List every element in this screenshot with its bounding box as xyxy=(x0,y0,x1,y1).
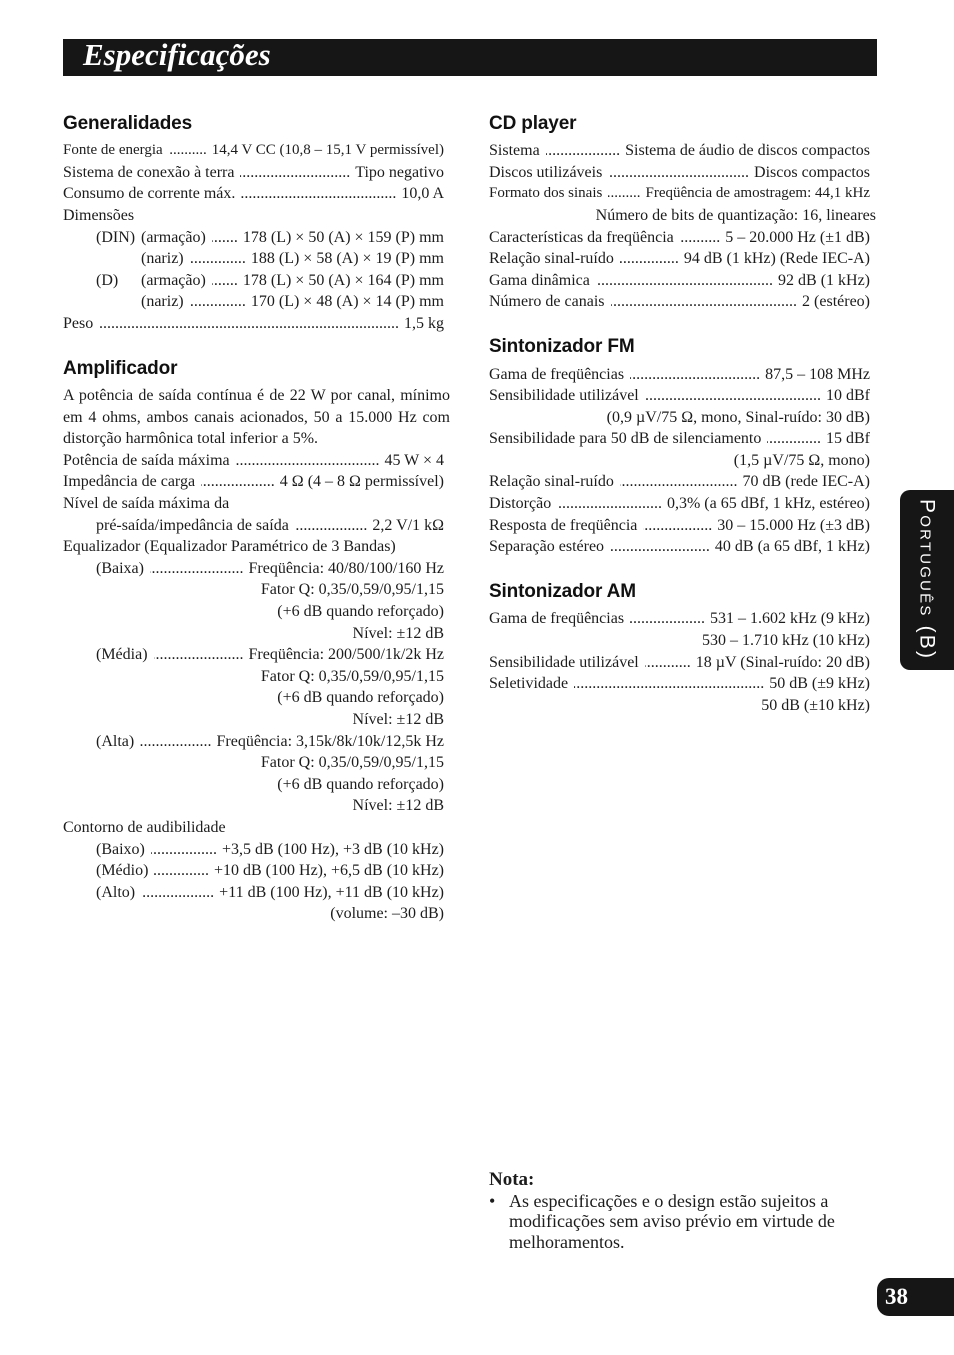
spec-label: (nariz) xyxy=(141,293,184,311)
dot-leader xyxy=(611,291,798,313)
page-title: Especificações xyxy=(83,37,271,72)
spec-label: (Baixo) xyxy=(96,840,145,858)
spec-label: Resposta de freqüência xyxy=(489,516,638,534)
dot-leader xyxy=(190,291,246,313)
right-column xyxy=(489,113,876,716)
dot-leader xyxy=(212,227,238,249)
spec-section xyxy=(489,113,876,313)
spec-row xyxy=(63,162,444,184)
spec-label: Sensibilidade utilizável xyxy=(489,653,639,671)
spec-row xyxy=(489,536,870,558)
spec-row xyxy=(489,183,870,205)
spec-label: Relação sinal-ruído xyxy=(489,473,614,491)
spec-value-continued: Nível: ±12 dB xyxy=(352,624,444,642)
spec-row xyxy=(63,644,444,666)
spec-row xyxy=(489,385,870,407)
spec-value: 10,0 A xyxy=(401,185,444,203)
dot-leader xyxy=(767,428,821,450)
dot-leader xyxy=(154,644,244,666)
spec-value: 178 (L) × 50 (A) × 164 (P) mm xyxy=(242,271,444,289)
dot-leader xyxy=(190,248,246,270)
spec-row xyxy=(489,270,870,292)
section-heading: Sintonizador AM xyxy=(489,581,636,603)
spec-row xyxy=(489,673,870,695)
spec-row xyxy=(63,313,444,335)
spec-label: (Médio) xyxy=(96,862,149,880)
spec-label: Peso xyxy=(63,314,94,332)
spec-row xyxy=(489,493,870,515)
dot-leader xyxy=(241,183,396,205)
spec-subgroup-label xyxy=(96,291,141,313)
dot-leader xyxy=(610,536,710,558)
spec-value: Tipo negativo xyxy=(355,163,444,181)
spec-row xyxy=(63,839,444,861)
spec-value-continued: (volume: –30 dB) xyxy=(330,905,444,923)
spec-label: Sensibilidade para 50 dB de silenciamento xyxy=(489,430,762,448)
spec-label: Gama de freqüências xyxy=(489,365,625,383)
language-tab-label: Português (B) xyxy=(915,499,939,661)
dot-leader xyxy=(630,364,760,386)
note-block xyxy=(489,1170,870,1252)
spec-label: (Alto) xyxy=(96,883,136,901)
spec-section xyxy=(63,113,444,335)
dot-leader xyxy=(557,493,662,515)
section-heading: CD player xyxy=(489,113,577,134)
spec-value: 0,3% (a 65 dBf, 1 kHz, estéreo) xyxy=(666,495,870,513)
spec-label: Sistema de conexão à terra xyxy=(63,163,235,181)
spec-value: Freqüência: 40/80/100/160 Hz xyxy=(248,559,444,577)
spec-value: 170 (L) × 48 (A) × 14 (P) mm xyxy=(250,293,444,311)
spec-group-label: Nível de saída máxima da xyxy=(63,495,230,513)
dot-leader xyxy=(620,248,679,270)
spec-value: 15 dBf xyxy=(826,430,870,448)
spec-row xyxy=(63,882,444,904)
spec-value: 14,4 V CC (10,8 – 15,1 V permissível) xyxy=(211,142,444,159)
section-heading: Sintonizador FM xyxy=(489,336,635,358)
spec-value: 18 µV (Sinal-ruído: 20 dB) xyxy=(695,653,870,671)
spec-value: 1,5 kg xyxy=(404,314,444,332)
dot-leader xyxy=(151,839,217,861)
spec-label: Seletividade xyxy=(489,675,569,693)
dot-leader xyxy=(680,227,720,249)
spec-value: +3,5 dB (100 Hz), +3 dB (10 kHz) xyxy=(221,840,444,858)
note-list xyxy=(489,1191,870,1253)
spec-label: Fonte de energia xyxy=(63,142,163,159)
spec-subgroup-label: (D) xyxy=(96,271,119,289)
dot-leader xyxy=(141,882,214,904)
spec-row xyxy=(63,227,444,249)
spec-value: 45 W × 4 xyxy=(384,451,444,469)
left-column xyxy=(63,113,450,925)
spec-value-continued: (1,5 µV/75 Ω, mono) xyxy=(733,451,870,469)
spec-section xyxy=(489,581,870,716)
spec-group-label: Contorno de audibilidade xyxy=(63,818,226,836)
spec-value: Freqüência de amostragem: 44,1 kHz xyxy=(645,185,870,202)
spec-row xyxy=(489,248,870,270)
note-item: • As especificações e o design estão sujeitos a modificações sem aviso prévio em virtude de melhoramentos. xyxy=(489,1191,870,1253)
spec-label: Impedância de carga xyxy=(63,473,196,491)
page-number: 38 xyxy=(885,1284,908,1309)
spec-list xyxy=(489,608,870,716)
title-bar xyxy=(63,39,877,76)
dot-leader xyxy=(643,515,712,537)
spec-value-continued: (0,9 µV/75 Ω, mono, Sinal-ruído: 30 dB) xyxy=(606,408,870,426)
spec-value-continued: Fator Q: 0,35/0,59/0,95/1,15 xyxy=(260,581,444,599)
spec-row xyxy=(489,364,870,386)
spec-label: Sistema xyxy=(489,142,540,160)
spec-label: (armação) xyxy=(141,228,206,246)
spec-label: Número de canais xyxy=(489,293,605,311)
spec-value-continued: Fator Q: 0,35/0,59/0,95/1,15 xyxy=(260,754,444,772)
spec-value: 92 dB (1 kHz) xyxy=(778,271,870,289)
spec-subgroup-label xyxy=(96,248,141,270)
spec-label: Separação estéreo xyxy=(489,538,605,556)
spec-value: 2,2 V/1 kΩ xyxy=(372,516,444,534)
spec-list xyxy=(63,385,450,925)
spec-value-continued: 50 dB (±10 kHz) xyxy=(761,696,870,714)
spec-row xyxy=(489,608,870,630)
dot-leader xyxy=(630,608,705,630)
dot-leader xyxy=(99,313,399,335)
spec-label: Consumo de corrente máx. xyxy=(63,185,236,203)
spec-row xyxy=(63,248,444,270)
spec-value-continued: Número de bits de quantização: 16, lineares xyxy=(595,206,876,224)
spec-label: Gama de freqüências xyxy=(489,610,625,628)
dot-leader xyxy=(169,140,207,162)
dot-leader xyxy=(150,558,244,580)
spec-label: Relação sinal-ruído xyxy=(489,250,614,268)
dot-leader xyxy=(201,471,275,493)
spec-value-continued: Nível: ±12 dB xyxy=(352,711,444,729)
dot-leader xyxy=(620,471,738,493)
spec-value: Freqüência: 3,15k/8k/10k/12,5k Hz xyxy=(216,732,444,750)
dot-leader xyxy=(596,270,773,292)
spec-value: 2 (estéreo) xyxy=(802,293,870,311)
spec-value: 531 – 1.602 kHz (9 kHz) xyxy=(710,610,870,628)
spec-value: 178 (L) × 50 (A) × 159 (P) mm xyxy=(242,228,444,246)
spec-section xyxy=(489,336,870,558)
dot-leader xyxy=(154,860,209,882)
spec-group-label: Equalizador (Equalizador Paramétrico de 3 Bandas) xyxy=(63,538,396,556)
dot-leader xyxy=(546,140,620,162)
spec-value: 40 dB (a 65 dBf, 1 kHz) xyxy=(714,538,870,556)
spec-label: (Alta) xyxy=(96,732,135,750)
dot-leader xyxy=(574,673,764,695)
spec-value: Sistema de áudio de discos compactos xyxy=(625,142,870,160)
spec-label: Características da freqüência xyxy=(489,228,674,246)
spec-value: 94 dB (1 kHz) (Rede IEC-A) xyxy=(683,250,870,268)
spec-value: 10 dBf xyxy=(826,387,870,405)
spec-row xyxy=(63,270,444,292)
spec-group-label: Dimensões xyxy=(63,206,135,224)
spec-value: Freqüência: 200/500/1k/2k Hz xyxy=(248,646,444,664)
spec-row xyxy=(489,291,870,313)
spec-label: pré-saída/impedância de saída xyxy=(96,516,289,534)
spec-value: 188 (L) × 58 (A) × 19 (P) mm xyxy=(250,250,444,268)
dot-leader xyxy=(645,652,691,674)
spec-label: (Média) xyxy=(96,646,148,664)
spec-list xyxy=(63,140,444,334)
spec-label: Potência de saída máxima xyxy=(63,451,230,469)
spec-row xyxy=(63,515,444,537)
spec-value-continued: Fator Q: 0,35/0,59/0,95/1,15 xyxy=(260,667,444,685)
spec-row xyxy=(63,558,444,580)
language-tab xyxy=(900,490,954,670)
dot-leader xyxy=(295,515,368,537)
spec-value: +10 dB (100 Hz), +6,5 dB (10 kHz) xyxy=(213,862,444,880)
spec-value-continued: (+6 dB quando reforçado) xyxy=(277,775,444,793)
spec-value-continued: (+6 dB quando reforçado) xyxy=(277,603,444,621)
spec-row xyxy=(63,860,444,882)
dot-leader xyxy=(236,450,380,472)
dot-leader xyxy=(608,183,640,205)
spec-label: (nariz) xyxy=(141,250,184,268)
spec-value: 4 Ω (4 – 8 Ω permissível) xyxy=(279,473,444,491)
spec-section xyxy=(63,357,450,925)
spec-value: 50 dB (±9 kHz) xyxy=(769,675,870,693)
spec-row xyxy=(63,731,444,753)
spec-row xyxy=(489,428,870,450)
spec-value: 70 dB (rede IEC-A) xyxy=(742,473,870,491)
page-number-tab xyxy=(877,1278,954,1316)
dot-leader xyxy=(645,385,821,407)
spec-value: 30 – 15.000 Hz (±3 dB) xyxy=(717,516,870,534)
dot-leader xyxy=(140,731,211,753)
spec-label: (Baixa) xyxy=(96,559,144,577)
spec-row xyxy=(63,450,444,472)
spec-row xyxy=(489,471,870,493)
spec-row xyxy=(489,227,870,249)
section-heading: Generalidades xyxy=(63,113,192,134)
spec-value: 5 – 20.000 Hz (±1 dB) xyxy=(725,228,870,246)
spec-value-continued: (+6 dB quando reforçado) xyxy=(277,689,444,707)
section-heading: Amplificador xyxy=(63,357,178,379)
spec-label: Formato dos sinais xyxy=(489,185,603,202)
spec-label: (armação) xyxy=(141,271,206,289)
spec-subgroup-label: (DIN) xyxy=(96,228,136,246)
spec-paragraph: A potência de saída contínua é de 22 W por canal, mínimo em 4 ohms, ambos canais acionados, 50 a 15.000 Hz com distorção harmônica total inferior a 5%. xyxy=(63,387,450,448)
spec-value-continued: Nível: ±12 dB xyxy=(352,797,444,815)
dot-leader xyxy=(212,270,238,292)
spec-row xyxy=(63,183,444,205)
spec-label: Distorção xyxy=(489,495,552,513)
dot-leader xyxy=(240,162,350,184)
spec-value-continued: 530 – 1.710 kHz (10 kHz) xyxy=(702,632,870,650)
spec-row xyxy=(63,471,444,493)
spec-row xyxy=(489,515,870,537)
spec-label: Gama dinâmica xyxy=(489,271,590,289)
spec-row xyxy=(63,140,444,162)
spec-row xyxy=(489,140,870,162)
spec-row xyxy=(63,291,444,313)
spec-label: Sensibilidade utilizável xyxy=(489,387,639,405)
spec-value: 87,5 – 108 MHz xyxy=(765,365,870,383)
spec-row xyxy=(489,652,870,674)
spec-value: Discos compactos xyxy=(754,163,870,181)
spec-row xyxy=(489,162,870,184)
spec-list xyxy=(489,140,876,313)
spec-value: +11 dB (100 Hz), +11 dB (10 kHz) xyxy=(219,883,444,901)
note-title: Nota: xyxy=(489,1169,535,1190)
spec-label: Discos utilizáveis xyxy=(489,163,603,181)
spec-list xyxy=(489,364,870,558)
dot-leader xyxy=(608,162,749,184)
